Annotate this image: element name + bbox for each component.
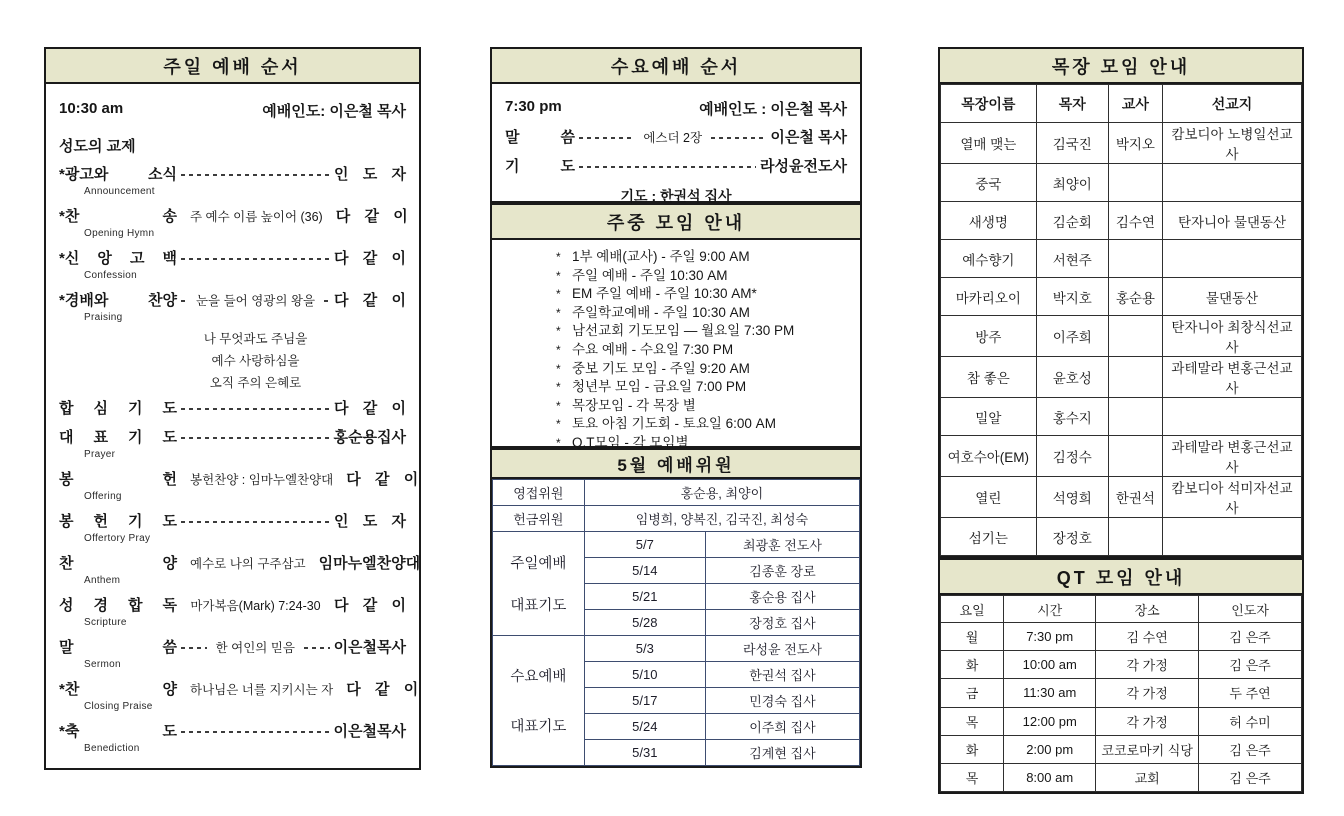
- wednesday-service-leader: 예배인도 : 이은철 목사: [699, 101, 847, 118]
- dashed-leader-line: [181, 731, 330, 733]
- may-committee-tbody: [493, 480, 860, 766]
- committee-date-cell: 5/14: [584, 558, 705, 584]
- qt-row-header: [941, 596, 1302, 623]
- order-item-english-label: Scripture: [84, 617, 127, 628]
- order-item-english-label: Anthem: [84, 575, 121, 586]
- committee-row: [493, 532, 860, 558]
- mokjang-row-cell: 장정호: [1036, 518, 1108, 556]
- mokjang-row-cell: [1162, 240, 1301, 278]
- sunday-worship-body: [44, 82, 421, 770]
- qt-row-cell: 코코로마키 식당: [1096, 735, 1199, 763]
- dashed-leader-line: [711, 137, 766, 139]
- order-item-assignee: 다 같 이: [346, 681, 419, 698]
- mokjang-row-cell: [1162, 398, 1301, 436]
- mokjang-row-cell: 방주: [941, 316, 1037, 357]
- mokjang-row-cell: 중국: [941, 164, 1037, 202]
- order-item-detail: 하나님은 너를 지키시는 자: [190, 683, 334, 697]
- worship-order-row: [59, 596, 406, 616]
- meeting-item: [556, 322, 850, 341]
- worship-order-row: [59, 512, 406, 532]
- mokjang-row-cell: [1162, 518, 1301, 556]
- meeting-bullet: *: [556, 342, 561, 357]
- order-item-assignee: 다 같 이: [334, 400, 406, 417]
- meeting-bullet: *: [556, 435, 561, 450]
- mokjang-row: [941, 477, 1302, 518]
- qt-row-cell: 7:30 pm: [1004, 623, 1096, 651]
- committee-names-cell: 임병희, 양복진, 김국진, 최성숙: [584, 506, 859, 532]
- qt-row: [941, 651, 1302, 679]
- mokjang-row-cell: 김국진: [1036, 123, 1108, 164]
- mokjang-row-cell: 열매 맺는: [941, 123, 1037, 164]
- committee-date-cell: 5/3: [584, 636, 705, 662]
- mokjang-row-cell: 한권석: [1108, 477, 1162, 518]
- wednesday-order-list: [505, 128, 847, 177]
- committee-group-label: [496, 636, 581, 765]
- meeting-item: [556, 248, 850, 267]
- praise-song-line: 나 무엇과도 주님을: [203, 332, 308, 346]
- committee-name-cell: 장정호 집사: [705, 610, 859, 636]
- mokjang-row-header-cell: 교사: [1108, 85, 1162, 123]
- qt-row-cell: 김 은주: [1199, 623, 1302, 651]
- committee-group-cell: [493, 636, 585, 766]
- qt-box: [938, 593, 1304, 794]
- meeting-item: [556, 267, 850, 286]
- meeting-item: [556, 415, 850, 434]
- order-item-english-label: Opening Hymn: [84, 228, 155, 239]
- dashed-leader-line: [579, 166, 756, 168]
- order-item-english-label: Benediction: [84, 743, 140, 754]
- mokjang-row-cell: 새생명: [941, 202, 1037, 240]
- order-item-label: 봉 헌 기 도: [59, 513, 177, 530]
- order-item-detail: 에스더 2장: [643, 131, 703, 145]
- worship-order-row: [59, 638, 406, 658]
- qt-row-header-cell: 요일: [941, 596, 1004, 623]
- committee-row: [493, 506, 860, 532]
- mokjang-tbody: [941, 123, 1302, 556]
- qt-table: [940, 595, 1302, 792]
- dashed-leader-line: [579, 137, 634, 139]
- qt-row-cell: 2:00 pm: [1004, 735, 1096, 763]
- mokjang-row: [941, 240, 1302, 278]
- worship-order-row: [59, 399, 406, 419]
- mokjang-row-header-cell: 선교지: [1162, 85, 1301, 123]
- committee-date-cell: 5/28: [584, 610, 705, 636]
- dashed-leader-line: [181, 300, 187, 302]
- meeting-item: [556, 378, 850, 397]
- order-item-english-label: Offering: [84, 491, 122, 502]
- order-item-label: 합 심 기 도: [59, 400, 177, 417]
- qt-row-cell: 10:00 am: [1004, 651, 1096, 679]
- order-item-label: *광고와 소식: [59, 166, 177, 183]
- order-item-label: 찬 양: [59, 555, 177, 572]
- order-item-assignee: 다 같 이: [334, 292, 407, 309]
- committee-group-label-top: 수요예배: [510, 669, 567, 685]
- order-item-label: 대 표 기 도: [59, 429, 177, 446]
- mokjang-row-cell: 물댄동산: [1162, 278, 1301, 316]
- qt-row-cell: 김 수연: [1096, 623, 1199, 651]
- mokjang-row-cell: 석영희: [1036, 477, 1108, 518]
- committee-group-cell: [493, 532, 585, 636]
- order-item-label: *찬 양: [59, 681, 177, 698]
- wednesday-top-row: [505, 98, 847, 119]
- mokjang-row-header: [941, 85, 1302, 123]
- mokjang-row-cell: 윤호성: [1036, 357, 1108, 398]
- order-item-label: 말 씀: [505, 129, 575, 146]
- order-item-label: 기 도: [505, 158, 575, 175]
- qt-row: [941, 707, 1302, 735]
- worship-order-row: [59, 470, 419, 490]
- qt-row-cell: 화: [941, 651, 1004, 679]
- mokjang-row-cell: [1108, 518, 1162, 556]
- order-item-english-label: Confession: [84, 270, 138, 281]
- meeting-text: 중보 기도 모임 - 주일 9:20 AM: [572, 360, 750, 376]
- order-item-assignee: 다 같 이: [334, 250, 406, 267]
- mokjang-table: [940, 84, 1302, 556]
- committee-date-cell: 5/17: [584, 688, 705, 714]
- order-item-english-label: Closing Praise: [84, 701, 153, 712]
- qt-row-cell: 김 은주: [1199, 735, 1302, 763]
- order-item-assignee: 다 같 이: [334, 597, 406, 614]
- wednesday-worship-title: 수요예배 순서: [490, 47, 862, 84]
- qt-row: [941, 679, 1302, 707]
- dashed-leader-line: [304, 647, 330, 649]
- order-item-assignee: 이은철목사: [333, 723, 406, 740]
- praise-song-line: 예수 사랑하심을: [211, 354, 300, 368]
- qt-row-cell: 11:30 am: [1004, 679, 1096, 707]
- worship-order-row: [59, 291, 406, 311]
- qt-row-header-cell: 시간: [1004, 596, 1096, 623]
- mokjang-row-cell: [1108, 436, 1162, 477]
- worship-order-row: [505, 128, 847, 148]
- committee-group-label-top: 주일예배: [510, 556, 567, 573]
- order-item-detail: 주 예수 이름 높이어 (36): [190, 210, 323, 224]
- mokjang-row-cell: 여호수아(EM): [941, 436, 1037, 477]
- mokjang-row-cell: 탄자니아 최창식선교사: [1162, 316, 1301, 357]
- mokjang-row: [941, 164, 1302, 202]
- may-committee-title: 5월 예배위원: [490, 448, 862, 479]
- mokjang-row-cell: 홍순용: [1108, 278, 1162, 316]
- mokjang-row: [941, 518, 1302, 556]
- qt-row-cell: 월: [941, 623, 1004, 651]
- order-item-label: 말 씀: [59, 639, 177, 656]
- meeting-text: 주일 예배 - 주일 10:30 AM: [572, 267, 728, 283]
- sunday-worship-title: 주일 예배 순서: [44, 47, 421, 84]
- worship-order-row: [59, 207, 406, 227]
- mokjang-row-cell: 서현주: [1036, 240, 1108, 278]
- wednesday-service-time: 7:30 pm: [505, 98, 562, 115]
- order-item-assignee: 인 도 자: [334, 513, 406, 530]
- meeting-text: Q.T모임 - 각 모임별: [572, 434, 689, 450]
- order-item-assignee: 홍순용집사: [333, 429, 406, 446]
- order-item-assignee: 이은철목사: [333, 639, 407, 656]
- qt-row-header-cell: 장소: [1096, 596, 1199, 623]
- mokjang-row: [941, 202, 1302, 240]
- mokjang-row-cell: 박지호: [1036, 278, 1108, 316]
- order-item-label: *찬 송: [59, 208, 177, 225]
- committee-role-cell: 영접위원: [493, 480, 585, 506]
- praise-song-line: 오직 주의 은혜로: [209, 376, 302, 390]
- meeting-bullet: *: [556, 398, 561, 413]
- qt-row-cell: 각 가정: [1096, 679, 1199, 707]
- mokjang-row-cell: 탄자니아 물댄동산: [1162, 202, 1301, 240]
- committee-date-cell: 5/21: [584, 584, 705, 610]
- order-item-detail: 마가복음(Mark) 7:24-30: [190, 599, 321, 613]
- meeting-bullet: *: [556, 417, 561, 432]
- meeting-text: 남선교회 기도모임 — 월요일 7:30 PM: [572, 323, 795, 339]
- committee-name-cell: 홍순용 집사: [705, 584, 859, 610]
- mokjang-row-cell: [1108, 240, 1162, 278]
- dashed-leader-line: [181, 174, 330, 176]
- sunday-service-time: 10:30 am: [59, 100, 124, 117]
- mokjang-row-cell: 캄보디아 석미자선교사: [1162, 477, 1301, 518]
- committee-date-cell: 5/7: [584, 532, 705, 558]
- dashed-leader-line: [181, 258, 330, 260]
- order-item-assignee: 임마누엘찬양대: [318, 555, 421, 572]
- mokjang-row-cell: [1162, 164, 1301, 202]
- committee-name-cell: 한권석 집사: [705, 662, 859, 688]
- committee-role-cell: 헌금위원: [493, 506, 585, 532]
- may-committee-table: [492, 479, 860, 766]
- meeting-bullet: *: [556, 305, 561, 320]
- qt-row: [941, 735, 1302, 763]
- dashed-leader-line: [324, 300, 330, 302]
- mokjang-row-cell: 예수향기: [941, 240, 1037, 278]
- order-item-assignee: 다 같 이: [346, 471, 419, 488]
- order-item-detail: 봉헌찬양 : 임마누엘찬양대: [190, 473, 334, 487]
- wednesday-prayer-footer: 기도 : 한권석 집사: [620, 188, 732, 204]
- meeting-item: [556, 285, 850, 304]
- mokjang-row-cell: 섬기는: [941, 518, 1037, 556]
- qt-title: QT 모임 안내: [938, 558, 1304, 595]
- committee-name-cell: 라성윤 전도사: [705, 636, 859, 662]
- qt-row-header-cell: 인도자: [1199, 596, 1302, 623]
- weekly-meetings-list: [490, 238, 862, 448]
- qt-row-cell: 허 수미: [1199, 707, 1302, 735]
- mokjang-row-cell: 마카리오이: [941, 278, 1037, 316]
- worship-order-row: [59, 165, 406, 185]
- qt-row-cell: 8:00 am: [1004, 763, 1096, 791]
- may-committee-box: [490, 477, 862, 768]
- mokjang-row-cell: 김수연: [1108, 202, 1162, 240]
- meeting-item: [556, 397, 850, 416]
- mokjang-row-cell: 과테말라 변홍근선교사: [1162, 357, 1301, 398]
- meeting-text: 토요 아침 기도회 - 토요일 6:00 AM: [572, 416, 776, 432]
- committee-name-cell: 최광훈 전도사: [705, 532, 859, 558]
- worship-order-row: [59, 554, 421, 574]
- mokjang-thead: [941, 85, 1302, 123]
- dashed-leader-line: [181, 437, 330, 439]
- sunday-service-leader: 예배인도: 이은철 목사: [262, 103, 406, 120]
- committee-name-cell: 김계현 집사: [705, 740, 859, 766]
- order-item-label: *축 도: [59, 723, 177, 740]
- meeting-text: 청년부 모임 - 금요일 7:00 PM: [572, 379, 747, 395]
- committee-group-label-bottom: 대표기도: [510, 719, 567, 735]
- meeting-bullet: *: [556, 361, 561, 376]
- dashed-leader-line: [181, 408, 330, 410]
- committee-name-cell: 민경숙 집사: [705, 688, 859, 714]
- order-item-detail: 한 여인의 믿음: [215, 641, 295, 655]
- right-panel: [938, 47, 1304, 794]
- mokjang-row: [941, 278, 1302, 316]
- meeting-text: 주일학교예배 - 주일 10:30 AM: [572, 304, 750, 320]
- worship-order-row: [59, 722, 406, 742]
- qt-row-cell: 금: [941, 679, 1004, 707]
- order-item-assignee: 다 같 이: [335, 208, 408, 225]
- meeting-bullet: *: [556, 268, 561, 283]
- worship-order-row: [59, 428, 406, 448]
- qt-row-cell: 각 가정: [1096, 707, 1199, 735]
- mokjang-row-cell: 최양이: [1036, 164, 1108, 202]
- order-item-assignee: 라성윤전도사: [760, 158, 847, 175]
- mokjang-row-cell: [1108, 316, 1162, 357]
- meeting-item: [556, 304, 850, 323]
- worship-order-row: [59, 249, 406, 269]
- qt-row-cell: 김 은주: [1199, 651, 1302, 679]
- mokjang-row: [941, 316, 1302, 357]
- meeting-bullet: *: [556, 380, 561, 395]
- mokjang-row-cell: 김순회: [1036, 202, 1108, 240]
- mokjang-box: [938, 82, 1304, 558]
- mokjang-title: 목장 모임 안내: [938, 47, 1304, 84]
- meeting-bullet: *: [556, 287, 561, 302]
- mokjang-row-header-cell: 목장이름: [941, 85, 1037, 123]
- committee-name-cell: 김종훈 장로: [705, 558, 859, 584]
- mokjang-row-cell: 밀알: [941, 398, 1037, 436]
- mokjang-row-cell: [1108, 398, 1162, 436]
- fellowship-line: 성도의 교제: [59, 138, 136, 155]
- committee-row: [493, 480, 860, 506]
- mokjang-row: [941, 398, 1302, 436]
- qt-row: [941, 763, 1302, 791]
- worship-order-row: [505, 157, 847, 177]
- committee-date-cell: 5/10: [584, 662, 705, 688]
- mokjang-row-cell: 열린: [941, 477, 1037, 518]
- dashed-leader-line: [181, 647, 207, 649]
- order-item-label: *신 앙 고 백: [59, 250, 177, 267]
- qt-row-cell: 두 주연: [1199, 679, 1302, 707]
- committee-name-cell: 이주희 집사: [705, 714, 859, 740]
- mokjang-row-header-cell: 목자: [1036, 85, 1108, 123]
- qt-row-cell: 화: [941, 735, 1004, 763]
- committee-date-cell: 5/31: [584, 740, 705, 766]
- sunday-worship-panel: [44, 47, 421, 770]
- order-item-english-label: Prayer: [84, 449, 116, 460]
- order-item-label: *경배와 찬양: [59, 292, 177, 309]
- mokjang-row: [941, 357, 1302, 398]
- meeting-text: 수요 예배 - 수요일 7:30 PM: [572, 341, 734, 357]
- order-item-label: 봉 헌: [59, 471, 177, 488]
- qt-tbody: [941, 623, 1302, 792]
- meeting-text: 목장모임 - 각 목장 별: [572, 397, 696, 413]
- meeting-bullet: *: [556, 324, 561, 339]
- order-item-english-label: Praising: [84, 312, 123, 323]
- sunday-top-row: [59, 100, 406, 121]
- committee-row: [493, 636, 860, 662]
- mokjang-row-cell: [1108, 357, 1162, 398]
- mokjang-row-cell: 캄보디아 노병일선교사: [1162, 123, 1301, 164]
- meeting-bullet: *: [556, 250, 561, 264]
- committee-names-cell: 홍순용, 최양이: [584, 480, 859, 506]
- worship-order-list: [59, 165, 421, 755]
- mokjang-row-cell: 과테말라 변홍근선교사: [1162, 436, 1301, 477]
- middle-panel: [490, 47, 862, 768]
- order-item-english-label: Announcement: [84, 186, 155, 197]
- qt-row-cell: 각 가정: [1096, 651, 1199, 679]
- order-item-english-label: Sermon: [84, 659, 121, 670]
- mokjang-row: [941, 436, 1302, 477]
- mokjang-row-cell: 홍수지: [1036, 398, 1108, 436]
- worship-order-row: [59, 680, 419, 700]
- qt-thead: [941, 596, 1302, 623]
- committee-group-label-bottom: 대표기도: [510, 597, 567, 614]
- mokjang-row-cell: 참 좋은: [941, 357, 1037, 398]
- order-item-detail: 예수로 나의 구주삼고: [190, 557, 306, 571]
- order-item-assignee: 인 도 자: [334, 166, 406, 183]
- order-item-english-label: Offertory Pray: [84, 533, 151, 544]
- order-item-assignee: 이은철 목사: [770, 129, 848, 146]
- mokjang-row-cell: 김정수: [1036, 436, 1108, 477]
- meeting-text: EM 주일 예배 - 주일 10:30 AM*: [572, 286, 757, 302]
- mokjang-row-cell: 박지오: [1108, 123, 1162, 164]
- qt-row-cell: 교회: [1096, 763, 1199, 791]
- mokjang-row-cell: 이주희: [1036, 316, 1108, 357]
- qt-row-cell: 목: [941, 763, 1004, 791]
- dashed-leader-line: [181, 521, 330, 523]
- order-item-detail: 눈을 들어 영광의 왕을: [195, 294, 316, 308]
- committee-date-cell: 5/24: [584, 714, 705, 740]
- mokjang-row-cell: [1108, 164, 1162, 202]
- meeting-item: [556, 341, 850, 360]
- committee-group-label: [496, 532, 581, 635]
- weekly-meetings-title: 주중 모임 안내: [490, 203, 862, 240]
- meeting-item: [556, 360, 850, 379]
- qt-row-cell: 12:00 pm: [1004, 707, 1096, 735]
- mokjang-row: [941, 123, 1302, 164]
- meeting-text: 1부 예배(교사) - 주일 9:00 AM: [572, 249, 750, 264]
- qt-row-cell: 목: [941, 707, 1004, 735]
- wednesday-worship-body: [490, 82, 862, 203]
- qt-row: [941, 623, 1302, 651]
- qt-row-cell: 김 은주: [1199, 763, 1302, 791]
- order-item-label: 성 경 합 독: [59, 597, 177, 614]
